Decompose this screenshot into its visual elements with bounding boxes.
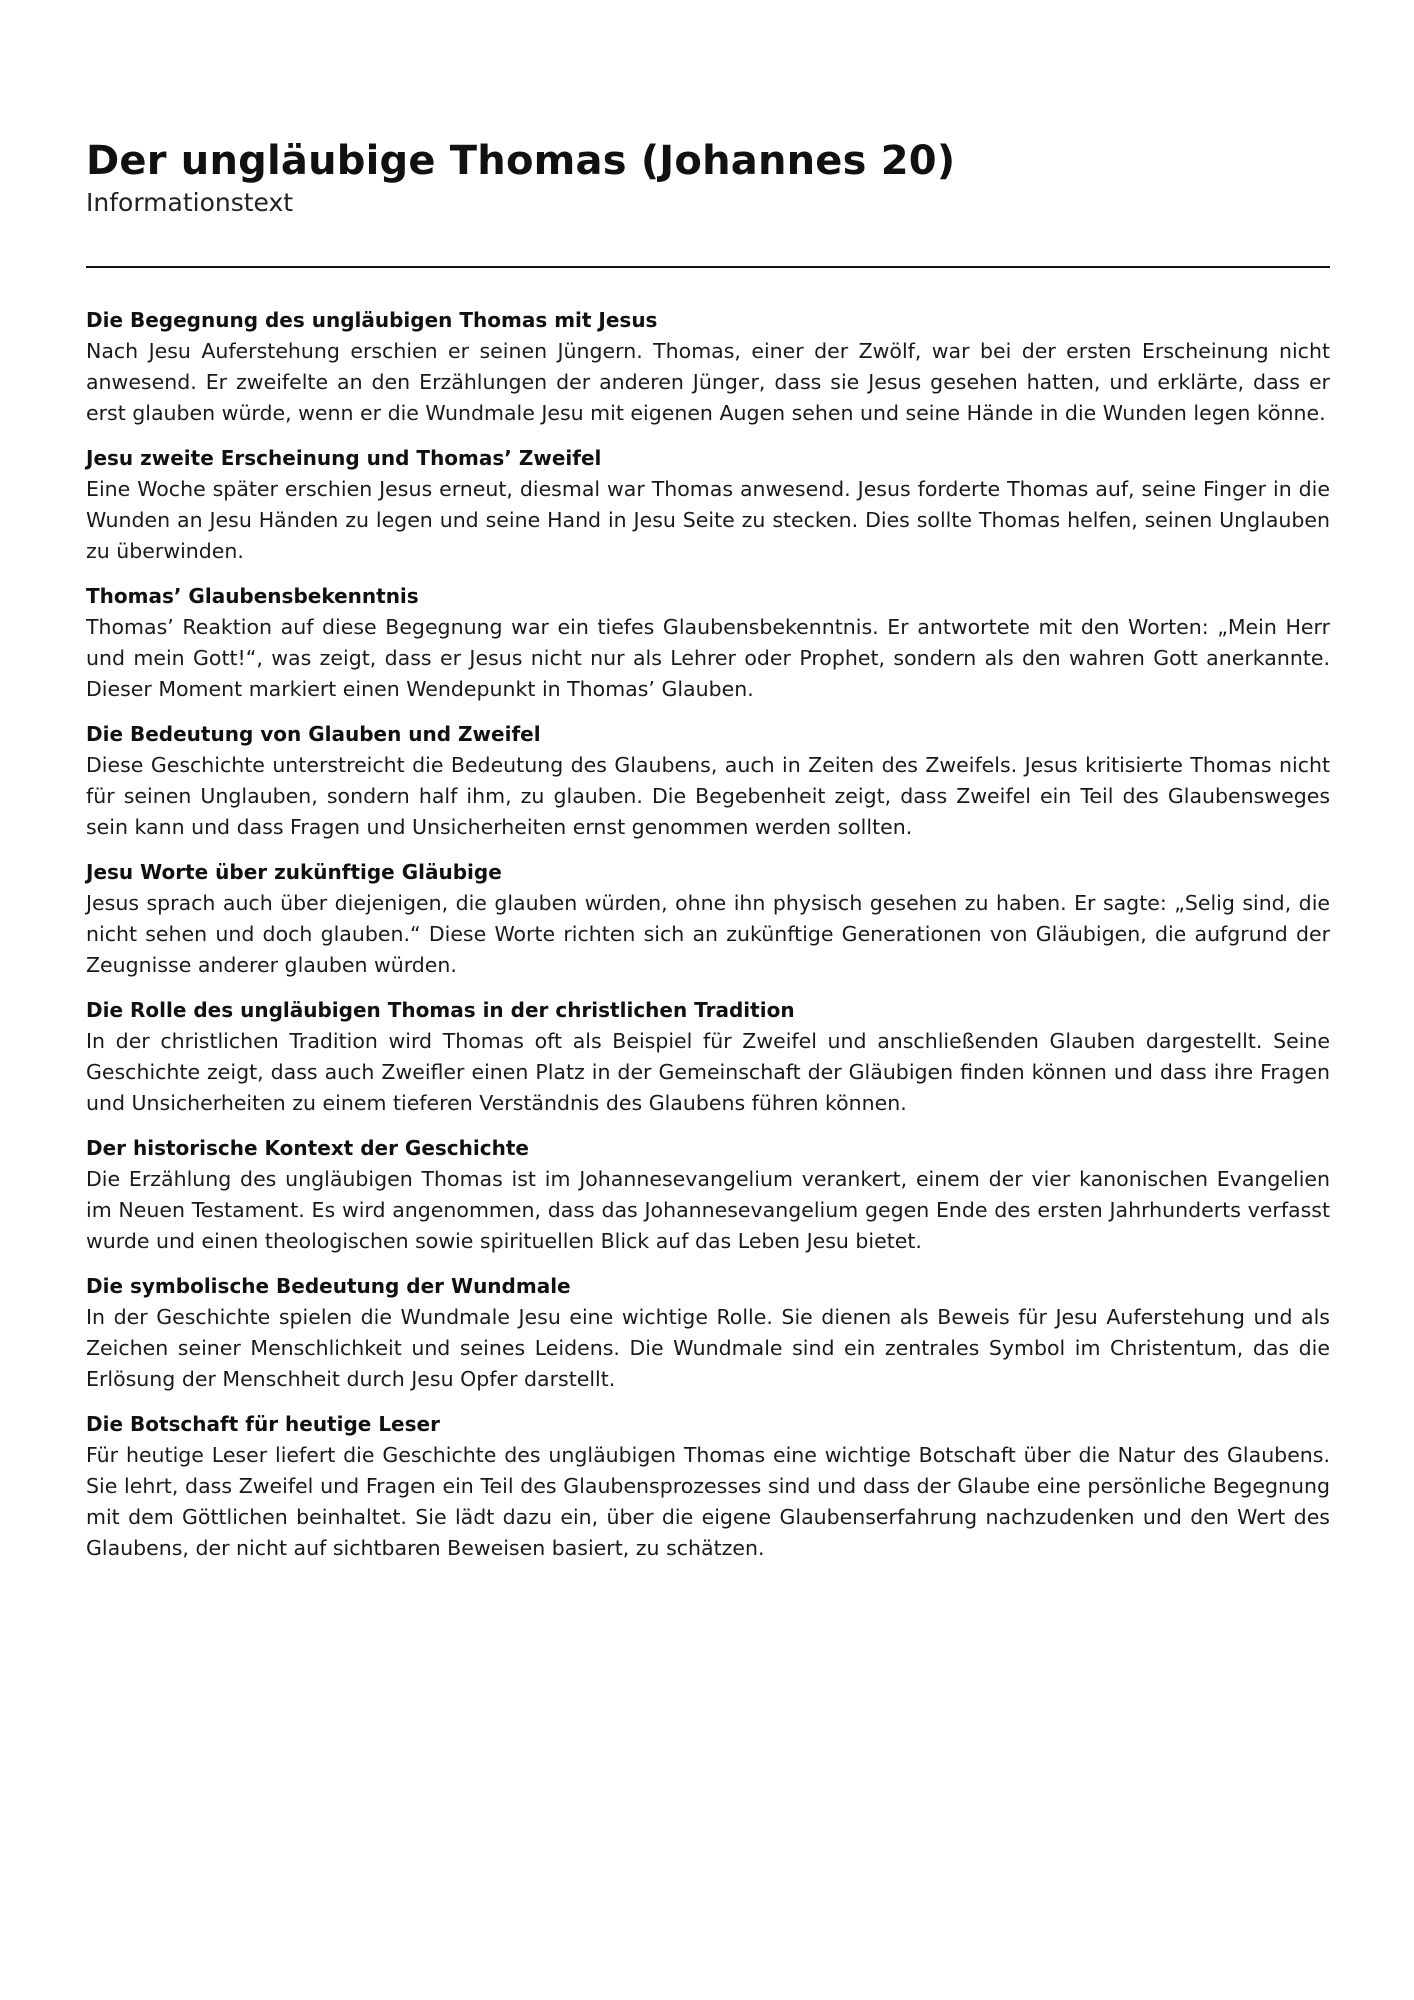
section xyxy=(86,857,1330,981)
section-heading: Thomas’ Glaubensbekenntnis xyxy=(86,584,419,608)
section-body: Diese Geschichte unterstreicht die Bedeutung des Glaubens, auch in Zeiten des Zweifels. Jesus kritisierte Thomas nicht für seinen Unglauben, sondern half ihm, zu glauben. Die Begebenheit zeigt, dass Zweifel ein Teil des Glaubensweges sein kann und dass Fragen und Unsicherheiten ernst genommen werden sollten. xyxy=(86,753,1330,839)
section-body: Die Erzählung des ungläubigen Thomas ist im Johannesevangelium verankert, einem der vier kanonischen Evangelien im Neuen Testament. Es wird angenommen, dass das Johannesevangelium gegen Ende des ersten Jahrhunderts verfasst wurde und einen theologischen sowie spirituellen Blick auf das Leben Jesu bietet. xyxy=(86,1167,1330,1253)
section-body: In der christlichen Tradition wird Thomas oft als Beispiel für Zweifel und anschließenden Glauben dargestellt. Seine Geschichte zeigt, dass auch Zweifler einen Platz in der Gemeinschaft der Gläubigen finden können und dass ihre Fragen und Unsicherheiten zu einem tieferen Verständnis des Glaubens führen können. xyxy=(86,1029,1330,1115)
section xyxy=(86,305,1330,429)
section-heading: Jesu zweite Erscheinung und Thomas’ Zweifel xyxy=(86,446,602,470)
title-divider xyxy=(86,266,1330,268)
section-heading: Der historische Kontext der Geschichte xyxy=(86,1136,529,1160)
section-body: In der Geschichte spielen die Wundmale Jesu eine wichtige Rolle. Sie dienen als Beweis für Jesu Auferstehung und als Zeichen seiner Menschlichkeit und seines Leidens. Die Wundmale sind ein zentrales Symbol im Christentum, das die Erlösung der Menschheit durch Jesu Opfer darstellt. xyxy=(86,1305,1330,1391)
section xyxy=(86,443,1330,567)
section-heading: Die Rolle des ungläubigen Thomas in der christlichen Tradition xyxy=(86,998,795,1022)
document-page xyxy=(86,135,1330,1578)
section xyxy=(86,995,1330,1119)
section xyxy=(86,1133,1330,1257)
section-heading: Die Bedeutung von Glauben und Zweifel xyxy=(86,722,541,746)
section-body: Thomas’ Reaktion auf diese Begegnung war ein tiefes Glaubensbekenntnis. Er antwortete mit den Worten: „Mein Herr und mein Gott!“, was zeigt, dass er Jesus nicht nur als Lehrer oder Prophet, sondern als den wahren Gott anerkannte. Dieser Moment markiert einen Wendepunkt in Thomas’ Glauben. xyxy=(86,615,1330,701)
section xyxy=(86,719,1330,843)
section xyxy=(86,1271,1330,1395)
section-heading: Jesu Worte über zukünftige Gläubige xyxy=(86,860,502,884)
section-body: Jesus sprach auch über diejenigen, die glauben würden, ohne ihn physisch gesehen zu haben. Er sagte: „Selig sind, die nicht sehen und doch glauben.“ Diese Worte richten sich an zukünftige Generationen von Gläubigen, die aufgrund der Zeugnisse anderer glauben würden. xyxy=(86,891,1330,977)
document-content xyxy=(86,305,1330,1564)
document-subtitle: Informationstext xyxy=(86,188,294,217)
section-body: Für heutige Leser liefert die Geschichte des ungläubigen Thomas eine wichtige Botschaft über die Natur des Glaubens. Sie lehrt, dass Zweifel und Fragen ein Teil des Glaubensprozesses sind und dass der Glaube eine persönliche Begegnung mit dem Göttlichen beinhaltet. Sie lädt dazu ein, über die eigene Glaubenserfahrung nachzudenken und den Wert des Glaubens, der nicht auf sichtbaren Beweisen basiert, zu schätzen. xyxy=(86,1443,1330,1560)
section-heading: Die Begegnung des ungläubigen Thomas mit Jesus xyxy=(86,308,658,332)
section-body: Nach Jesu Auferstehung erschien er seinen Jüngern. Thomas, einer der Zwölf, war bei der ersten Erscheinung nicht anwesend. Er zweifelte an den Erzählungen der anderen Jünger, dass sie Jesus gesehen hatten, und erklärte, dass er erst glauben würde, wenn er die Wundmale Jesu mit eigenen Augen sehen und seine Hände in die Wunden legen könne. xyxy=(86,339,1330,425)
document-title: Der ungläubige Thomas (Johannes 20) xyxy=(86,138,956,184)
section xyxy=(86,1409,1330,1564)
section-heading: Die symbolische Bedeutung der Wundmale xyxy=(86,1274,571,1298)
section-body: Eine Woche später erschien Jesus erneut, diesmal war Thomas anwesend. Jesus forderte Thomas auf, seine Finger in die Wunden an Jesu Händen zu legen und seine Hand in Jesu Seite zu stecken. Dies sollte Thomas helfen, seinen Unglauben zu überwinden. xyxy=(86,477,1330,563)
section-heading: Die Botschaft für heutige Leser xyxy=(86,1412,440,1436)
section xyxy=(86,581,1330,705)
